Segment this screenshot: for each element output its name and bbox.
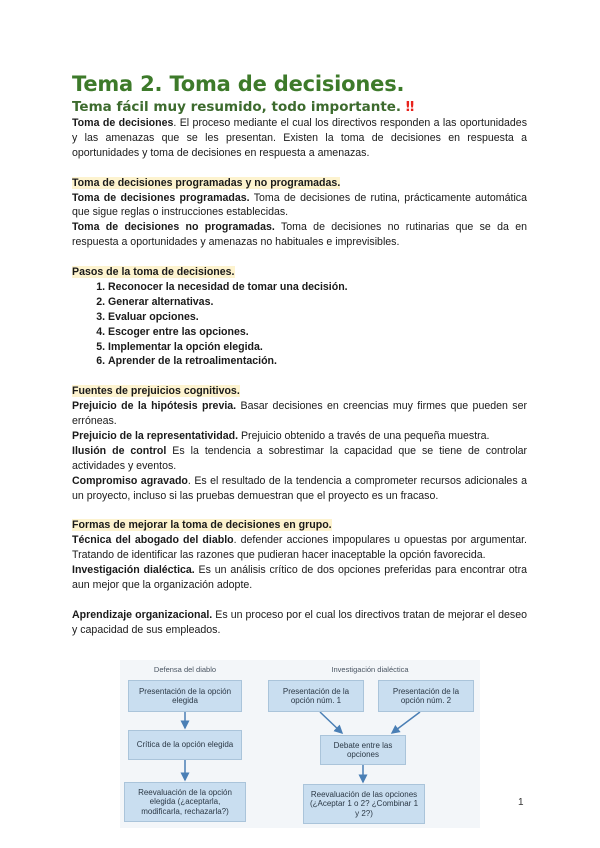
definition: Basar decisiones en creencias muy firmes que pueden ser erróneas. [72,400,527,428]
section-heading-text: Formas de mejorar la toma de decisiones en grupo. [72,519,332,532]
steps-list [72,280,527,369]
definition: . Es el resultado de la tendencia a comprometer recursos adicionales a un proyecto, incluso si las pruebas demuestran que el proyecto es un fracaso. [72,474,527,502]
page-number: 1 [518,797,524,808]
diagram-box: Reevaluación de la opción elegida (¿aceptarla, modificarla, rechazarla?) [124,782,246,822]
term: Toma de decisiones programadas. [72,191,250,204]
section-heading-text: Fuentes de prejuicios cognitivos. [72,385,240,398]
diagram-left-title: Defensa del diablo [153,665,217,674]
definition: Es un proceso por el cual los directivos tratan de mejorar el deseo y capacidad de sus empleados. [72,608,527,636]
intro-text: . El proceso mediante el cual los directivos responden a las oportunidades y las amenazas que se les presentan. Existen la toma de decisiones en respuesta a oportunidades y toma de decisiones en respuesta a amenazas. [72,117,527,159]
definition: Prejuicio obtenido a través de una pequeña muestra. [238,429,490,442]
document-title: Tema 2. Toma de decisiones. [72,72,405,96]
list-item: 4. Escoger entre las opciones. [108,325,527,340]
subtitle-text: Tema fácil muy resumido, todo importante. [72,99,406,115]
definition: Es un análisis crítico de dos opciones preferidas para encontrar otra aun mejor que la organización adopte. [72,564,527,592]
section-heading-text: Pasos de la toma de decisiones. [72,266,235,279]
hipotesis-paragraph [72,399,527,429]
definition: Es la tendencia a sobrestimar la capacidad que se tiene de controlar actividades y eventos. [72,444,527,472]
section-heading-text: Toma de decisiones programadas y no programadas. [72,176,341,189]
definition: . defender acciones impopulares u opuestas por argumentar. Tratando de identificar las razones que pudieran hacer inaceptable la opción favorecida. [72,534,527,562]
section-heading-pasos [72,265,527,280]
diagram-box: Debate entre las opciones [320,735,406,765]
document-subtitle [72,99,414,115]
section-heading-programadas [72,176,527,191]
diagram-box: Presentación de la opción elegida [128,680,242,712]
no-programadas-paragraph [72,220,527,250]
list-item: 6. Aprender de la retroalimentación. [108,354,527,369]
arrow [392,712,420,733]
term: Toma de decisiones no programadas. [72,221,275,234]
intro-term: Toma de decisiones [72,117,174,129]
arrow [320,712,342,733]
aprendizaje-paragraph [72,608,527,638]
list-item: 5. Implementar la opción elegida. [108,340,527,355]
programadas-paragraph [72,191,527,221]
term: Compromiso agravado [72,474,188,487]
definition: Toma de decisiones de rutina, prácticamente automática que sigue reglas o instrucciones establecidas. [72,191,527,219]
section-heading-grupo [72,518,527,533]
diagram-right-title: Investigación dialéctica [331,665,409,674]
term: Investigación dialéctica. [72,564,195,577]
term: Prejuicio de la hipótesis previa. [72,400,237,413]
diagram-box: Crítica de la opción elegida [128,730,242,760]
intro-paragraph [72,116,527,161]
diagram-box: Reevaluación de las opciones (¿Aceptar 1 o 2? ¿Combinar 1 y 2?) [303,784,425,824]
double-exclamation-icon: ‼ [405,99,415,115]
dialectica-paragraph [72,563,527,593]
diagram-box: Presentación de la opción núm. 1 [268,680,364,712]
representatividad-paragraph [72,429,527,444]
list-item: 1. Reconocer la necesidad de tomar una decisión. [108,280,527,295]
abogado-paragraph [72,533,527,563]
diagram-box: Presentación de la opción núm. 2 [378,680,474,712]
definition: Toma de decisiones no rutinarias que se da en respuesta a oportunidades y amenazas no habituales e imprevisibles. [72,221,527,249]
list-item: 2. Generar alternativas. [108,295,527,310]
decision-diagram [120,660,480,828]
term: Aprendizaje organizacional. [72,608,213,621]
list-item: 3. Evaluar opciones. [108,310,527,325]
section-heading-prejuicios [72,384,527,399]
term: Ilusión de control [72,444,167,457]
document-body [72,116,527,638]
term: Prejuicio de la representatividad. [72,429,239,442]
term: Técnica del abogado del diablo [72,534,234,547]
ilusion-paragraph [72,444,527,474]
compromiso-paragraph [72,474,527,504]
